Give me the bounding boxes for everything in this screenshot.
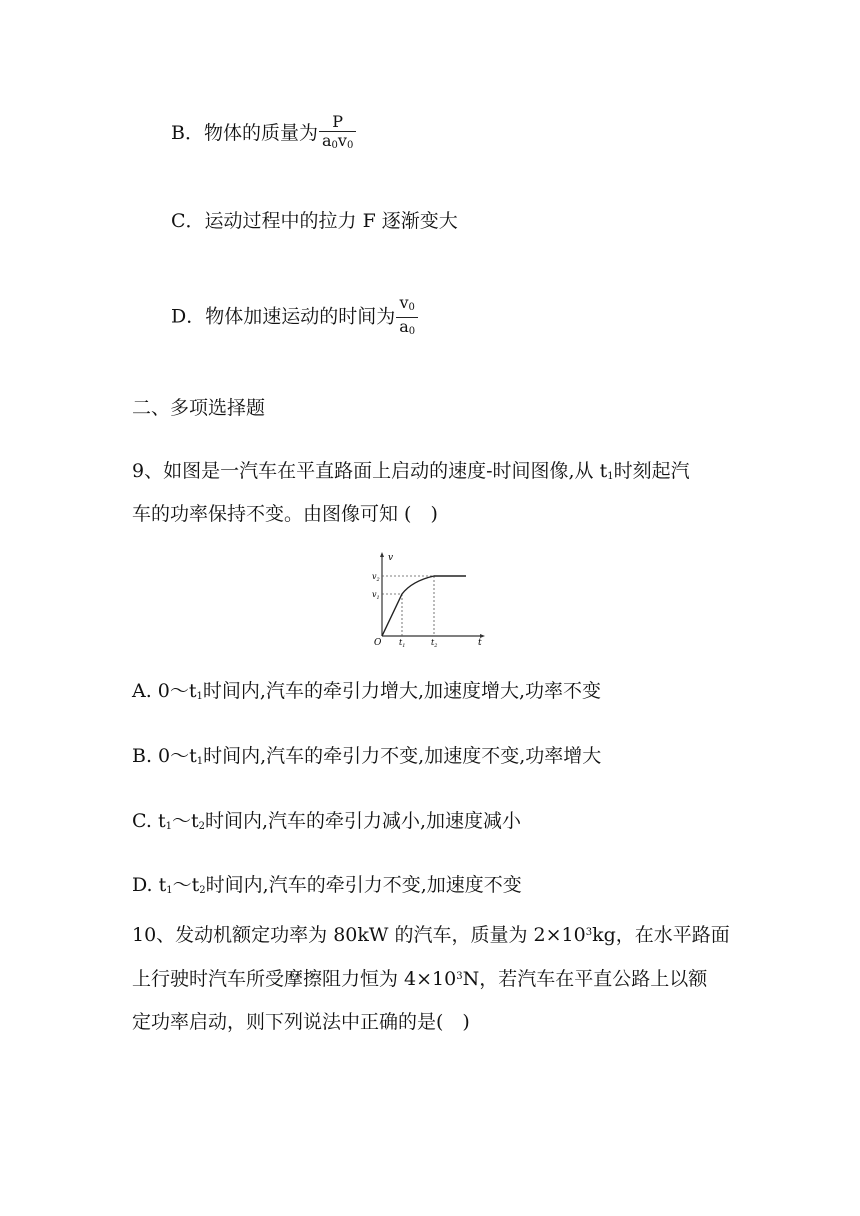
- q10-line2: 上行驶时汽车所受摩擦阻力恒为 $4\times 10^3N$，若汽车在平直公路上以额: [132, 968, 708, 990]
- v1-label: $v_1$: [372, 590, 380, 601]
- option-9a: A. $0\sim t_1$时间内,汽车的牵引力增大,加速度增大,功率不变: [132, 680, 602, 702]
- t2-label: $t_2$: [431, 638, 438, 647]
- option-8c: C．运动过程中的拉力 F 逐渐变大: [171, 210, 458, 232]
- t1-label: $t_1$: [399, 638, 406, 647]
- mass-fraction: $\frac{P}{a_0v_0}$: [319, 113, 356, 155]
- origin-label: O: [374, 638, 382, 647]
- option-8b: B．物体的质量为 $\frac{P}{a_0v_0}$: [171, 113, 356, 155]
- q10-line3: 定功率启动，则下列说法中正确的是( ): [132, 1011, 470, 1033]
- t-axis-label: t: [478, 638, 482, 647]
- option-9d: D. $t_1\sim t_2$时间内,汽车的牵引力不变,加速度不变: [132, 874, 522, 896]
- velocity-time-graph: [372, 551, 488, 647]
- v-axis-label: v: [388, 553, 394, 563]
- time-fraction: $\frac{v_0}{a_0}$: [396, 294, 418, 341]
- v2-label: $v_2$: [372, 572, 380, 583]
- option-9c: C. $t_1\sim t_2$时间内,汽车的牵引力减小,加速度减小: [132, 810, 522, 832]
- option-8d: D．物体加速运动的时间为 $\frac{v_0}{a_0}$: [171, 294, 418, 341]
- option-9b: B. $0\sim t_1$时间内,汽车的牵引力不变,加速度不变,功率增大: [132, 745, 602, 767]
- q10-line1: 10、发动机额定功率为 80kW 的汽车，质量为 $2\times 10^3kg$，在水平路面: [132, 924, 730, 946]
- section-title: 二、多项选择题: [132, 397, 266, 419]
- q9-line2: 车的功率保持不变。由图像可知 ( ): [132, 503, 438, 525]
- q9-line1: 9、如图是一汽车在平直路面上启动的速度-时间图像,从 $t_1$时刻起汽: [132, 460, 690, 482]
